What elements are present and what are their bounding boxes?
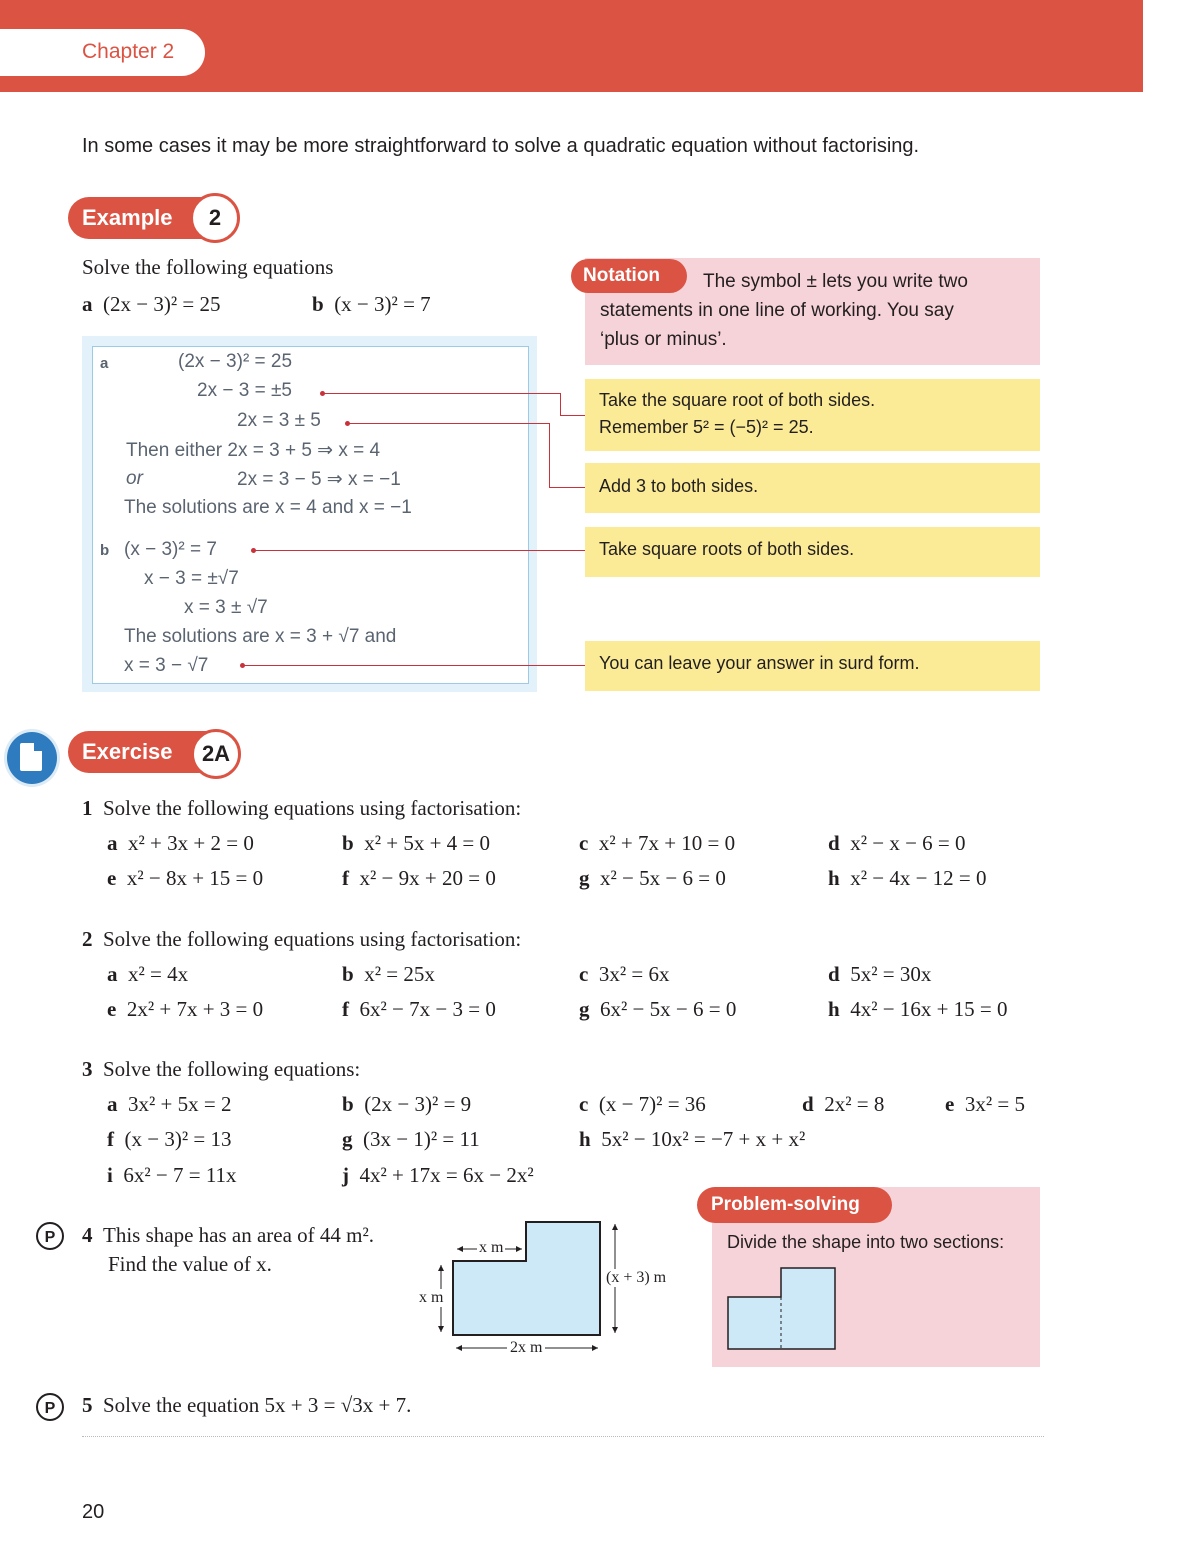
part-label: j: [342, 1163, 349, 1187]
example-prompt: Solve the following equations: [82, 255, 334, 279]
equation: 2x² + 7x + 3 = 0: [126, 997, 264, 1021]
example-label: Example: [82, 205, 173, 230]
part-label: a: [107, 831, 118, 855]
part-label: g: [342, 1127, 353, 1151]
equation: x² + 3x + 2 = 0: [128, 831, 254, 855]
question-4: [82, 1223, 374, 1248]
q3-part: [107, 1127, 231, 1152]
example-number: 2: [190, 193, 240, 243]
q3-part: [342, 1163, 534, 1188]
section-divider: [82, 1436, 1044, 1437]
question-text: Solve the equation 5x + 3 = √3x + 7.: [103, 1393, 412, 1417]
part-label: c: [579, 1092, 589, 1116]
notation-label: Notation: [583, 265, 661, 286]
solution-line: The solutions are x = 3 + √7 and: [124, 626, 397, 647]
connector-line: [560, 393, 561, 415]
dimension-label-left: x m: [419, 1289, 444, 1306]
solution-line: or: [126, 468, 143, 489]
part-label: f: [107, 1127, 114, 1151]
note-box: [585, 641, 1040, 691]
q3-part: [579, 1127, 805, 1152]
part-label: h: [828, 866, 840, 890]
q3-part: [342, 1092, 471, 1117]
problem-solving-p-icon: P: [36, 1393, 64, 1421]
part-label: d: [802, 1092, 814, 1116]
part-label: b: [342, 1092, 354, 1116]
q2-part: [107, 997, 263, 1022]
q3-part: [945, 1092, 1025, 1117]
question-number: 1: [82, 796, 93, 820]
solution-line: The solutions are x = 4 and x = −1: [124, 497, 412, 518]
part-label: e: [107, 866, 117, 890]
solution-line: 2x − 3 = ±5: [197, 380, 292, 401]
notation-text: The symbol ± lets you write two: [703, 271, 968, 292]
exercise-label: Exercise: [82, 739, 173, 764]
arrowhead: [612, 1224, 618, 1230]
split-shape-hint: [724, 1265, 840, 1353]
arrowhead: [456, 1345, 462, 1351]
page-number: 20: [82, 1501, 105, 1523]
equation: 5x² − 10x² = −7 + x + x²: [601, 1127, 806, 1151]
q2-part: [342, 962, 435, 987]
solution-line: (2x − 3)² = 25: [178, 351, 293, 372]
note-text: Add 3 to both sides.: [599, 476, 759, 496]
solution-b-label: b: [100, 542, 110, 559]
equation: 3x² + 5x = 2: [128, 1092, 232, 1116]
connector-line: [242, 665, 586, 666]
note-text: Take the square root of both sides.: [599, 390, 876, 410]
question-2: [82, 927, 521, 952]
arrowhead: [457, 1246, 463, 1252]
note-box: [585, 527, 1040, 577]
part-label: b: [342, 831, 354, 855]
equation: 3x² = 6x: [598, 962, 670, 986]
q1-part: [579, 831, 735, 856]
q2-part: [828, 962, 931, 987]
arrowhead: [438, 1326, 444, 1332]
equation: x² + 5x + 4 = 0: [364, 831, 491, 855]
solution-line: 2x = 3 − 5 ⇒ x = −1: [237, 469, 401, 490]
part-label: g: [579, 997, 590, 1021]
part-label: e: [107, 997, 117, 1021]
example-part-b: [312, 292, 431, 317]
dimension-label-right: (x + 3) m: [606, 1269, 667, 1286]
l-shape-diagram: [410, 1215, 700, 1365]
q2-part: [579, 962, 669, 987]
arrowhead: [592, 1345, 598, 1351]
question-3: [82, 1057, 360, 1082]
part-label: d: [828, 831, 840, 855]
question-prompt: Solve the following equations using factorisation:: [103, 796, 522, 820]
equation: (x − 3)² = 13: [124, 1127, 232, 1151]
question-5: [82, 1393, 411, 1418]
question-prompt: Solve the following equations using factorisation:: [103, 927, 522, 951]
part-label: d: [828, 962, 840, 986]
part-label: b: [312, 292, 324, 316]
notation-pill: [571, 259, 687, 293]
q2-part: [579, 997, 736, 1022]
equation: (2x − 3)² = 25: [103, 292, 221, 316]
part-label: h: [579, 1127, 591, 1151]
part-label: f: [342, 866, 349, 890]
connector-line: [253, 550, 586, 551]
part-label: b: [342, 962, 354, 986]
question-number: 4: [82, 1223, 93, 1247]
solution-line: x = 3 ± √7: [184, 597, 268, 618]
equation: 6x² − 5x − 6 = 0: [600, 997, 737, 1021]
equation: x² + 7x + 10 = 0: [598, 831, 736, 855]
note-text: Remember 5² = (−5)² = 25.: [599, 417, 814, 437]
solution-a-label: a: [100, 355, 109, 372]
q3-part: [579, 1092, 706, 1117]
part-label: f: [342, 997, 349, 1021]
part-label: h: [828, 997, 840, 1021]
question-4-line-2: Find the value of x.: [108, 1252, 272, 1276]
note-box: [585, 379, 1040, 451]
q3-part: [107, 1092, 231, 1117]
question-1: [82, 796, 521, 821]
part-label: e: [945, 1092, 955, 1116]
connector-line: [549, 423, 550, 487]
equation: 3x² = 5: [964, 1092, 1025, 1116]
equation: x² − 5x − 6 = 0: [600, 866, 726, 890]
equation: x² − 4x − 12 = 0: [850, 866, 987, 890]
problem-solving-label: Problem-solving: [711, 1194, 860, 1215]
part-label: a: [107, 1092, 118, 1116]
note-text: Take square roots of both sides.: [599, 539, 855, 559]
equation: 2x² = 8: [824, 1092, 885, 1116]
arrowhead: [438, 1265, 444, 1271]
equation: 4x² − 16x + 15 = 0: [850, 997, 1008, 1021]
equation: 4x² + 17x = 6x − 2x²: [359, 1163, 534, 1187]
problem-solving-pill: [697, 1187, 892, 1223]
exercise-code: 2A: [191, 729, 241, 779]
l-shape: [453, 1222, 600, 1335]
part-label: c: [579, 831, 589, 855]
part-label: i: [107, 1163, 113, 1187]
question-text: This shape has an area of 44 m².: [103, 1223, 375, 1247]
worksheet-icon[interactable]: [4, 729, 60, 787]
solution-line: (x − 3)² = 7: [124, 539, 217, 560]
equation: x² − 9x + 20 = 0: [359, 866, 496, 890]
equation: 5x² = 30x: [850, 962, 932, 986]
notation-text: ‘plus or minus’.: [600, 329, 727, 350]
q2-part: [107, 962, 188, 987]
part-label: a: [82, 292, 93, 316]
solution-line: x = 3 − √7: [124, 655, 209, 676]
q2-part: [342, 997, 496, 1022]
note-text: You can leave your answer in surd form.: [599, 653, 920, 673]
intro-text: In some cases it may be more straightforward to solve a quadratic equation without factorising.: [82, 135, 920, 157]
problem-solving-text: Divide the shape into two sections:: [727, 1232, 1005, 1252]
equation: (x − 3)² = 7: [334, 292, 431, 316]
equation: (x − 7)² = 36: [598, 1092, 706, 1116]
q1-part: [342, 831, 490, 856]
q1-part: [342, 866, 496, 891]
equation: (3x − 1)² = 11: [363, 1127, 480, 1151]
equation: 6x² − 7 = 11x: [123, 1163, 237, 1187]
question-number: 2: [82, 927, 93, 951]
q3-part: [802, 1092, 884, 1117]
equation: x² − 8x + 15 = 0: [126, 866, 264, 890]
question-number: 5: [82, 1393, 93, 1417]
equation: x² = 4x: [128, 962, 189, 986]
problem-solving-p-icon: P: [36, 1222, 64, 1250]
connector-line: [560, 415, 586, 416]
equation: x² = 25x: [364, 962, 435, 986]
solution-line: Then either 2x = 3 + 5 ⇒ x = 4: [126, 440, 381, 461]
chapter-label: Chapter 2: [82, 40, 175, 63]
note-box: [585, 463, 1040, 513]
question-prompt: Solve the following equations:: [103, 1057, 361, 1081]
arrowhead: [516, 1246, 522, 1252]
equation: 6x² − 7x − 3 = 0: [359, 997, 496, 1021]
connector-line: [549, 487, 586, 488]
q1-part: [828, 831, 966, 856]
equation: (2x − 3)² = 9: [364, 1092, 472, 1116]
q3-part: [342, 1127, 480, 1152]
connector-line: [322, 393, 560, 394]
part-label: a: [107, 962, 118, 986]
page-corner-icon: [34, 743, 42, 751]
q1-part: [107, 831, 254, 856]
split-shape: [728, 1268, 835, 1349]
question-number: 3: [82, 1057, 93, 1081]
equation: x² − x − 6 = 0: [850, 831, 966, 855]
connector-line: [347, 423, 549, 424]
q1-part: [828, 866, 987, 891]
q3-part: [107, 1163, 237, 1188]
solution-line: x − 3 = ±√7: [144, 568, 239, 589]
example-part-a: [82, 292, 220, 317]
dimension-label-bottom: 2x m: [507, 1339, 545, 1357]
dimension-label-top: x m: [479, 1239, 504, 1256]
q1-part: [107, 866, 263, 891]
part-label: c: [579, 962, 589, 986]
notation-text: statements in one line of working. You say: [600, 300, 954, 321]
arrowhead: [612, 1327, 618, 1333]
q2-part: [828, 997, 1008, 1022]
q1-part: [579, 866, 726, 891]
part-label: g: [579, 866, 590, 890]
solution-line: 2x = 3 ± 5: [237, 410, 321, 431]
